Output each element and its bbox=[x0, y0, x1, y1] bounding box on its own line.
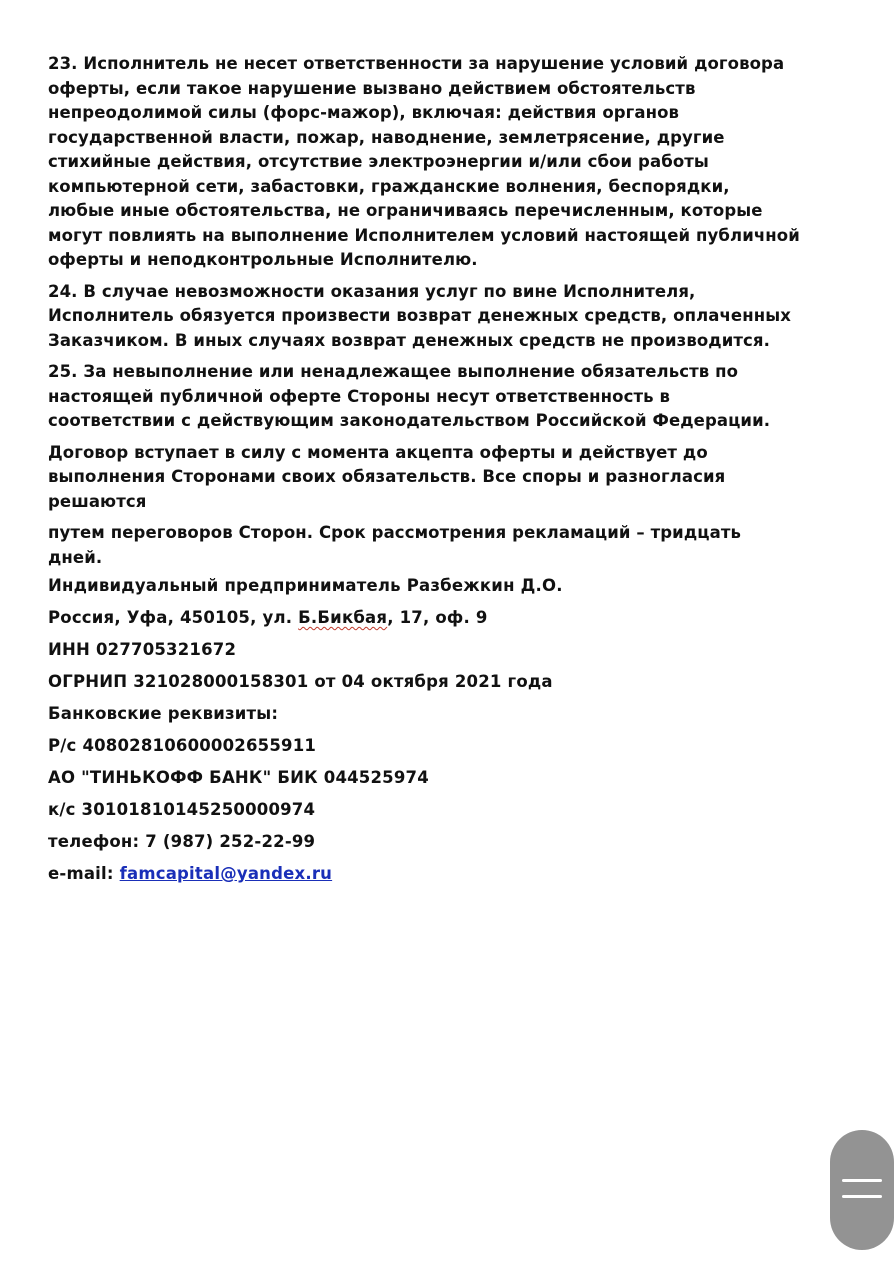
email-label: e-mail: bbox=[48, 864, 120, 883]
clause-24-paragraph: 24. В случае невозможности оказания услуг по вине Исполнителя, Исполнитель обязуется произвести возврат денежных средств, оплаченных Заказчиком. В иных случаях возврат денежных средств не производится. bbox=[48, 281, 791, 350]
email-line bbox=[48, 862, 848, 886]
ogrnip-line: ОГРНИП 321028000158301 от 04 октября 2021 года bbox=[48, 672, 553, 691]
bank-line: АО "ТИНЬКОФФ БАНК" БИК 044525974 bbox=[48, 768, 429, 787]
entrepreneur-name: Индивидуальный предприниматель Разбежкин Д.О. bbox=[48, 576, 563, 595]
inn-line: ИНН 027705321672 bbox=[48, 640, 237, 659]
address-suffix: , 17, оф. 9 bbox=[387, 608, 488, 627]
account-line: Р/с 40802810600002655911 bbox=[48, 736, 317, 755]
phone-line: телефон: 7 (987) 252-22-99 bbox=[48, 832, 316, 851]
scroll-handle[interactable] bbox=[830, 1130, 894, 1250]
address-line bbox=[48, 606, 848, 630]
email-link[interactable]: famcapital@yandex.ru bbox=[119, 864, 333, 883]
document-body bbox=[48, 52, 848, 894]
address-prefix: Россия, Уфа, 450105, ул. bbox=[48, 608, 299, 627]
effective-date-paragraph: Договор вступает в силу с момента акцепта оферты и действует до выполнения Сторонами своих обязательств. Все споры и разногласия решаются bbox=[48, 442, 726, 511]
address-street: Б.Бикбая bbox=[298, 608, 388, 627]
bank-details-label: Банковские реквизиты: bbox=[48, 704, 279, 723]
clause-23-paragraph: 23. Исполнитель не несет ответственности за нарушение условий договора оферты, если такое нарушение вызвано действием обстоятельств непреодолимой силы (форс-мажор), включая: действия органов государственной власти, пожар, наводнение, землетрясение, другие стихийные действия, отсутствие электроэнергии и/или сбои работы компьютерной сети, забастовки, гражданские волнения, беспорядки, любые иные обстоятельства, не ограничиваясь перечисленным, которые могут повлиять на выполнение Исполнителем условий настоящей публичной оферты и неподконтрольные Исполнителю. bbox=[48, 54, 800, 269]
clause-25-paragraph: 25. За невыполнение или ненадлежащее выполнение обязательств по настоящей публичной оферте Стороны несут ответственность в соответствии с действующим законодательством Российской Федерации. bbox=[48, 362, 771, 430]
negotiation-paragraph: путем переговоров Сторон. Срок рассмотрения рекламаций – тридцать дней. bbox=[48, 523, 742, 567]
corr-account-line: к/с 30101810145250000974 bbox=[48, 800, 316, 819]
grip-line-bottom bbox=[842, 1195, 882, 1198]
grip-line-top bbox=[842, 1179, 882, 1182]
